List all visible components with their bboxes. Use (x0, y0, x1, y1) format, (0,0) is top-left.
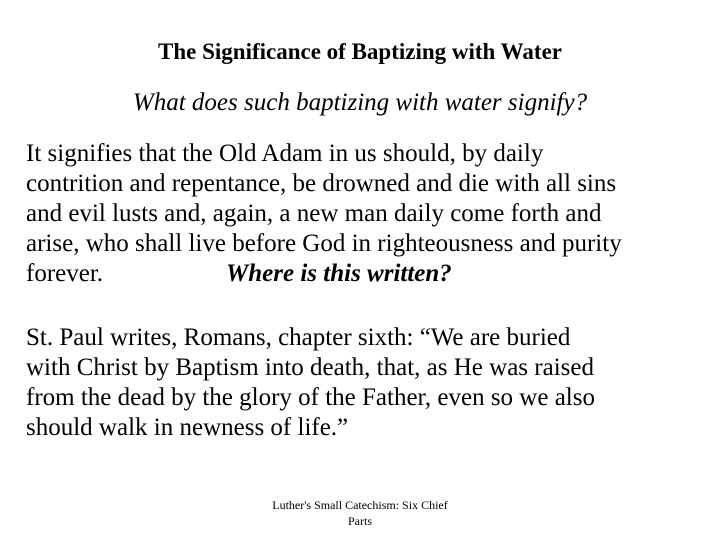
answer-line: contrition and repentance, be drowned and die with all sins (26, 170, 617, 197)
catechism-question: What does such baptizing with water signify? (132, 89, 588, 116)
answer-line-end: forever. (26, 260, 104, 287)
scripture-line: St. Paul writes, Romans, chapter sixth: “We are buried (26, 324, 571, 351)
scripture-line: from the dead by the glory of the Father, even so we also (26, 384, 595, 411)
slide-footer (245, 497, 475, 529)
slide-title: The Significance of Baptizing with Water (158, 39, 562, 64)
scripture-line: should walk in newness of life.” (26, 414, 349, 441)
footer-line: Luther's Small Catechism: Six Chief (272, 498, 448, 512)
inline-question: Where is this written? (226, 260, 452, 287)
answer-paragraph (26, 139, 706, 289)
answer-last-line (26, 259, 706, 289)
scripture-paragraph (26, 323, 706, 443)
scripture-line: with Christ by Baptism into death, that, as He was raised (26, 354, 594, 381)
answer-line: and evil lusts and, again, a new man daily come forth and (26, 200, 602, 227)
answer-line: arise, who shall live before God in righteousness and purity (26, 230, 622, 257)
footer-line: Parts (348, 514, 372, 528)
answer-line: It signifies that the Old Adam in us should, by daily (26, 140, 544, 167)
